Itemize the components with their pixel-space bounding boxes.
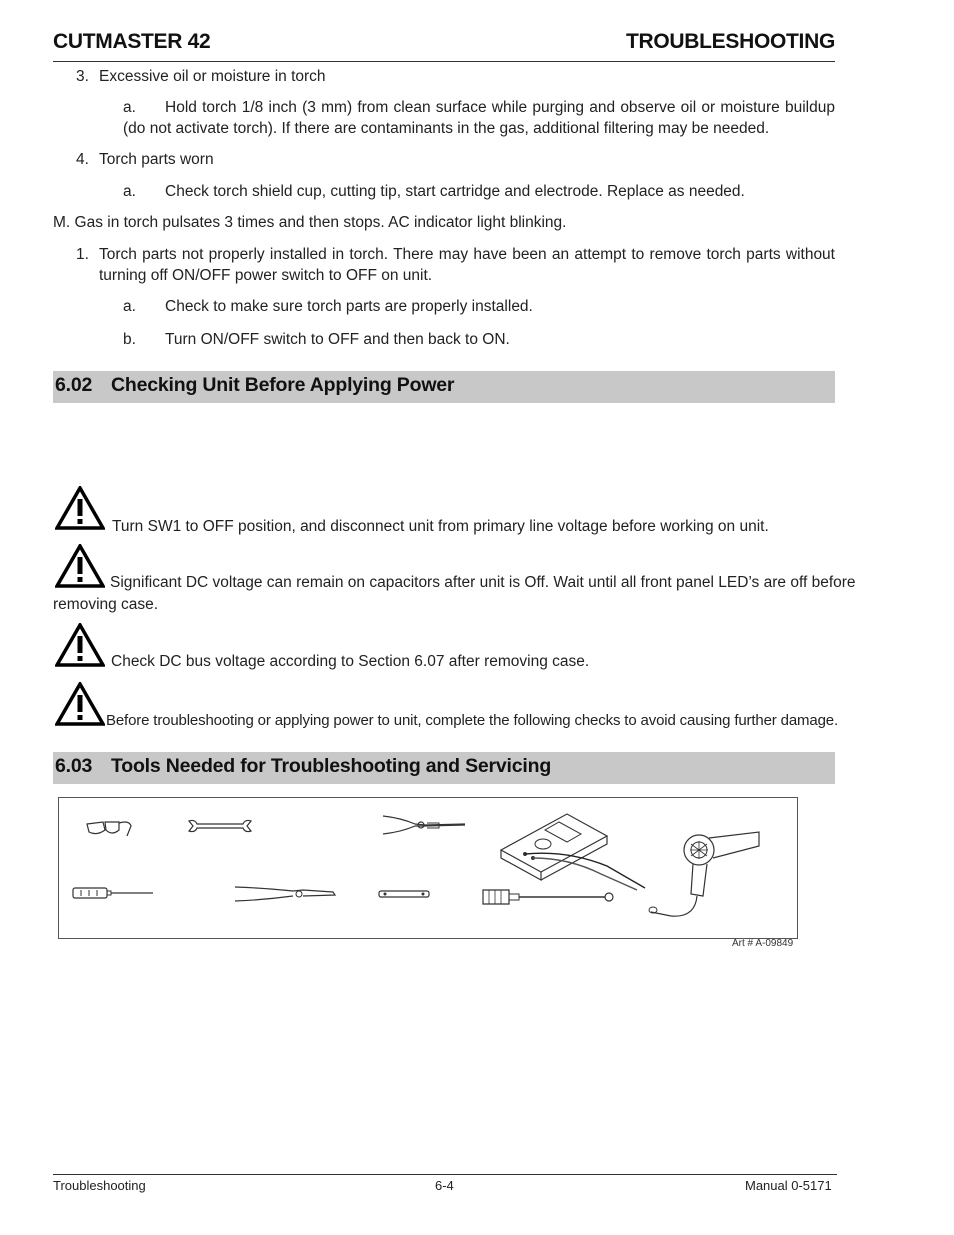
list-item-number: 4. <box>76 151 89 168</box>
sub-item-3a-text: Hold torch 1/8 inch (3 mm) from clean surface while purging and observe oil or moisture buildup <box>165 99 835 116</box>
warning-triangle-icon <box>55 486 105 530</box>
sub-item-label: a. <box>123 99 136 116</box>
needle-nose-pliers-icon <box>381 812 467 838</box>
list-item-m1-text: Torch parts not properly installed in torch. There may have been an attempt to remove torch parts without <box>99 246 835 263</box>
screwdriver-icon <box>71 886 155 900</box>
lineman-pliers-icon <box>233 884 337 904</box>
sub-item-label: b. <box>123 331 136 348</box>
warning-triangle-icon <box>55 544 105 588</box>
warning-3-text: Check DC bus voltage according to Section 6.07 after removing case. <box>111 653 590 670</box>
section-title: Tools Needed for Troubleshooting and Servicing <box>111 755 552 777</box>
warning-2-text: Significant DC voltage can remain on capacitors after unit is Off. Wait until all front panel LED’s are off before <box>110 574 856 591</box>
multimeter-icon <box>497 800 649 892</box>
sub-item-label: a. <box>123 183 136 200</box>
section-6-03-heading <box>53 752 835 784</box>
nut-driver-icon <box>377 888 431 900</box>
header-divider <box>53 61 835 62</box>
sub-item-m1a-text: Check to make sure torch parts are properly installed. <box>165 298 533 315</box>
open-end-wrench-icon <box>187 818 253 834</box>
footer-page-number: 6-4 <box>435 1178 454 1193</box>
footer-divider <box>53 1174 837 1175</box>
art-reference: Art # A-09849 <box>732 938 794 949</box>
warning-1-text: Turn SW1 to OFF position, and disconnect unit from primary line voltage before working on unit. <box>112 518 769 535</box>
section-6-02-heading <box>53 371 835 403</box>
warning-triangle-icon <box>55 682 105 726</box>
list-item-number: 1. <box>76 246 89 263</box>
footer-manual-number: Manual 0-5171 <box>745 1178 832 1193</box>
list-item-number: 3. <box>76 68 89 85</box>
problem-m-heading: M. Gas in torch pulsates 3 times and then stops. AC indicator light blinking. <box>53 214 567 231</box>
sub-item-label: a. <box>123 298 136 315</box>
warning-4-text: Before troubleshooting or applying power to unit, complete the following checks to avoid causing further damage. <box>106 712 838 729</box>
list-item-3 <box>76 66 89 87</box>
soldering-iron-icon <box>481 886 617 908</box>
header-product-title: CUTMASTER 42 <box>53 30 211 53</box>
tools-figure <box>58 797 798 939</box>
sub-item-m1b-text: Turn ON/OFF switch to OFF and then back to ON. <box>165 331 510 348</box>
safety-glasses-icon <box>85 816 133 842</box>
sub-item-3a-text-cont: (do not activate torch). If there are contaminants in the gas, additional filtering may be needed. <box>123 120 770 137</box>
list-item-m1-text-cont: turning off ON/OFF power switch to OFF on unit. <box>99 267 433 284</box>
warning-triangle-icon <box>55 623 105 667</box>
heat-gun-icon <box>647 828 761 926</box>
sub-item-4a-text: Check torch shield cup, cutting tip, start cartridge and electrode. Replace as needed. <box>165 183 745 200</box>
warning-2-text-cont: removing case. <box>53 596 159 613</box>
section-number: 6.03 <box>55 755 93 777</box>
list-item-4-text: Torch parts worn <box>99 151 214 168</box>
header-chapter-title: TROUBLESHOOTING <box>626 30 835 53</box>
section-number: 6.02 <box>55 374 93 396</box>
footer-chapter: Troubleshooting <box>53 1178 146 1193</box>
list-item-3-text: Excessive oil or moisture in torch <box>99 68 326 85</box>
section-title: Checking Unit Before Applying Power <box>111 374 455 396</box>
